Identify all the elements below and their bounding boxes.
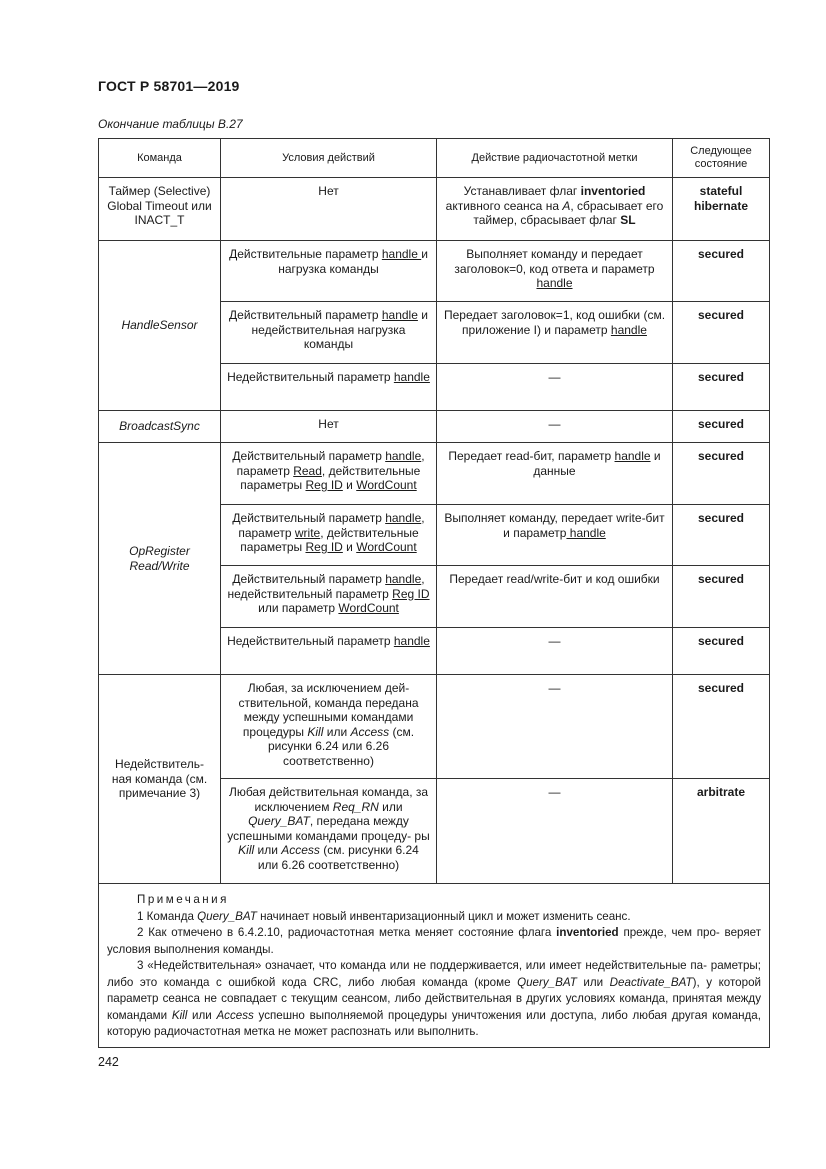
condition-cell: Действительный параметр handle и недействительная нагрузка команды (221, 302, 437, 364)
command-cell: OpRegister Read/Write (99, 443, 221, 675)
column-header-conditions: Условия действий (221, 139, 437, 178)
command-cell: Недействитель- ная команда (см. примечание 3) (99, 675, 221, 884)
table-row (99, 443, 770, 505)
notes-cell (99, 884, 770, 1048)
note-2: 2 Как отмечено в 6.4.2.10, радиочастотная метка меняет состояние флага inventoried прежде, чем про- веряет условия выполнения команды. (107, 926, 761, 956)
action-cell: Передает заголовок=1, код ошибки (см. приложение I) и параметр handle (437, 302, 673, 364)
next-state-cell: secured (673, 505, 770, 566)
condition-cell: Нет (221, 411, 437, 443)
condition-cell: Недействительный параметр handle (221, 628, 437, 675)
column-header-next-state: Следующее состояние (673, 139, 770, 178)
action-cell: — (437, 364, 673, 411)
table-row (99, 411, 770, 443)
next-state-cell: secured (673, 241, 770, 302)
command-cell: HandleSensor (99, 241, 221, 411)
next-state-cell: stateful hibernate (673, 178, 770, 241)
table-row (99, 178, 770, 241)
action-cell: — (437, 779, 673, 884)
condition-cell: Действительный параметр handle, параметр write, действительные параметры Reg ID и WordCount (221, 505, 437, 566)
next-state-cell: secured (673, 443, 770, 505)
table-row (99, 675, 770, 779)
command-cell: BroadcastSync (99, 411, 221, 443)
column-header-command: Команда (99, 139, 221, 178)
next-state-cell: secured (673, 302, 770, 364)
action-cell: Передает read-бит, параметр handle и данные (437, 443, 673, 505)
condition-cell: Недействительный параметр handle (221, 364, 437, 411)
next-state-cell: secured (673, 566, 770, 628)
next-state-cell: secured (673, 364, 770, 411)
table-header-row (99, 139, 770, 178)
notes-heading: Примечания (137, 893, 229, 906)
note-3: 3 «Недействительная» означает, что команда или не поддерживается, или имеет недействительные па- раметры; либо это команда с ошибкой кода CRC, либо любая команда (кроме Query_BAT или Deactivate_BAT), у которой параметр сеанса не совпадает с текущим сеансом, либо действительная в других условиях команда, принятая между командами Kill или Access успешно выполняемой процедуры уничтожения или доступа, либо любая другая команда, которую радиочастотная метка не может распознать или выполнить. (107, 959, 761, 1038)
command-cell: Таймер (Selective) Global Timeout или INACT_T (99, 178, 221, 241)
action-cell: Выполняет команду, передает write-бит и параметр handle (437, 505, 673, 566)
next-state-cell: secured (673, 628, 770, 675)
document-title: ГОСТ Р 58701—2019 (98, 78, 240, 94)
action-cell: Выполняет команду и передает заголовок=0, код ответа и параметр handle (437, 241, 673, 302)
action-cell: — (437, 675, 673, 779)
action-cell: — (437, 628, 673, 675)
action-cell: Устанавливает флаг inventoried активного сеанса на A, сбрасывает его таймер, сбрасывает флаг SL (437, 178, 673, 241)
next-state-cell: secured (673, 675, 770, 779)
action-cell: Передает read/write-бит и код ошибки (437, 566, 673, 628)
page-number: 242 (98, 1055, 119, 1069)
notes-row (99, 884, 770, 1048)
condition-cell: Любая действительная команда, за исключением Req_RN или Query_BAT, передана между успешными командами процеду- ры Kill или Access (см. рисунки 6.24 или 6.26 соответственно) (221, 779, 437, 884)
next-state-cell: arbitrate (673, 779, 770, 884)
column-header-tag-action: Действие радиочастотной метки (437, 139, 673, 178)
condition-cell: Действительный параметр handle, параметр Read, действительные параметры Reg ID и WordCount (221, 443, 437, 505)
table-row (99, 241, 770, 302)
condition-cell: Действительный параметр handle, недействительный параметр Reg ID или параметр WordCount (221, 566, 437, 628)
table-caption: Окончание таблицы В.27 (98, 117, 243, 131)
condition-cell: Нет (221, 178, 437, 241)
note-1: 1 Команда Query_BAT начинает новый инвентаризационный цикл и может изменить сеанс. (137, 909, 631, 923)
condition-cell: Действительные параметр handle и нагрузка команды (221, 241, 437, 302)
next-state-cell: secured (673, 411, 770, 443)
condition-cell: Любая, за исключением дей- ствительной, команда передана между успешными командами процедуры Kill или Access (см. рисунки 6.24 или 6.26 соответственно) (221, 675, 437, 779)
state-transition-table (98, 138, 770, 1048)
action-cell: — (437, 411, 673, 443)
